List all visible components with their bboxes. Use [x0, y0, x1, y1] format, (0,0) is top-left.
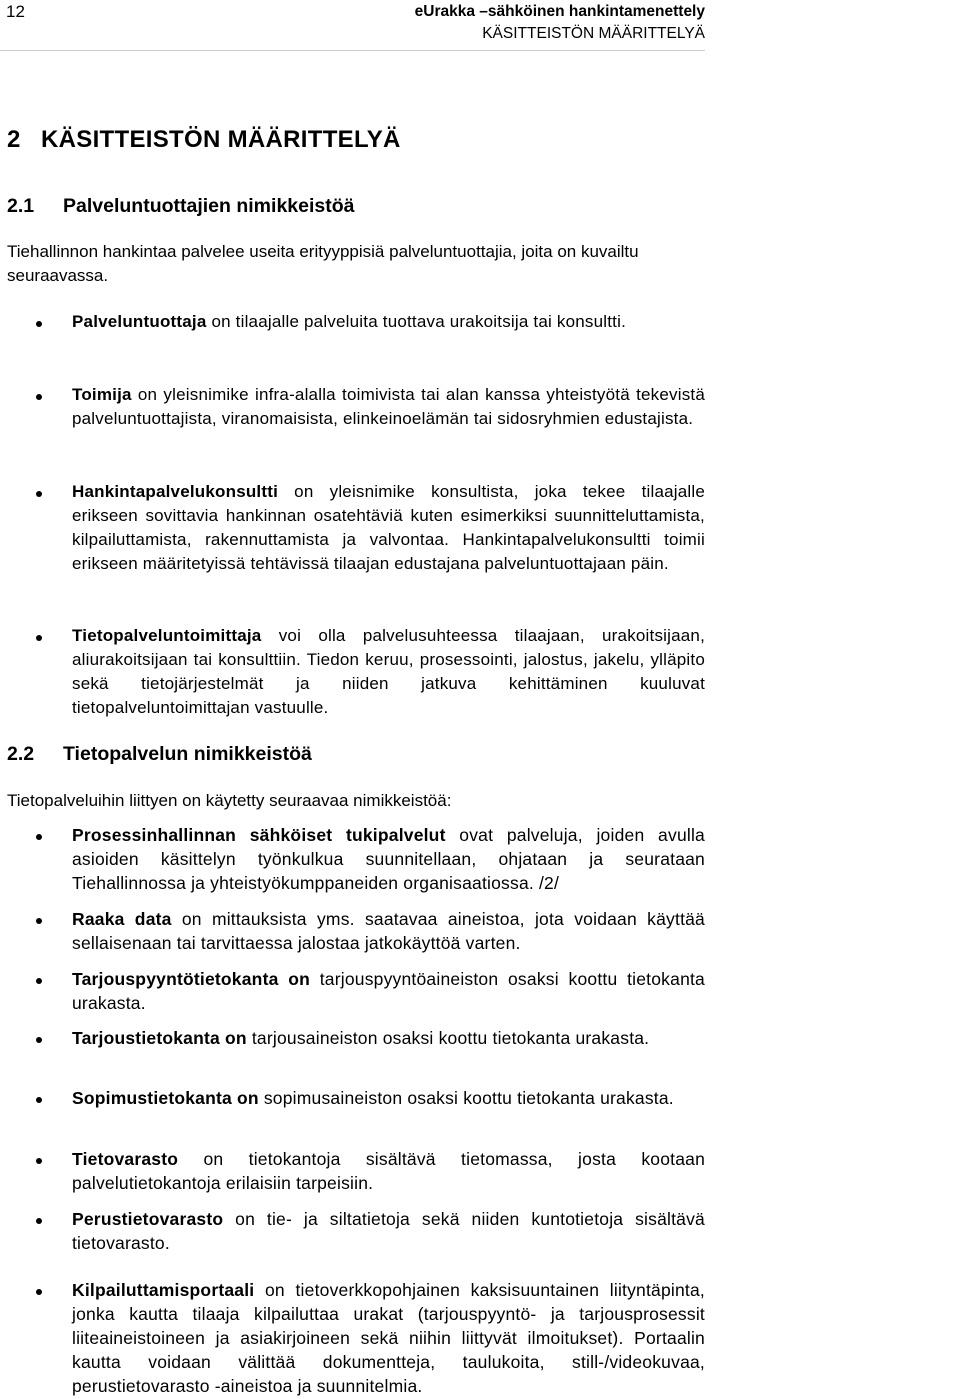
page-number: 12	[6, 2, 25, 21]
definition-text: Prosessinhallinnan sähköiset tukipalvelut ovat palveluja, joiden avulla asioiden käsittelyn työnkulkua suunnitellaan, ohjataan ja seurataan Tiehallinnossa ja yhteistyökumppaneiden organisaatiossa. /2/	[72, 825, 705, 894]
definition-text: Perustietovarasto on tie- ja siltatietoja sekä niiden kuntotietoja sisältävä tietovarasto.	[72, 1209, 705, 1254]
definition-term: Tietopalveluntoimittaja	[72, 626, 262, 645]
definition-text: Kilpailuttamisportaali on tietoverkkopohjainen kaksisuuntainen liityntäpinta, jonka kautta tilaaja kilpailuttaa urakat (tarjouspyyntö- ja tarjousprosessit liiteaineistoineen ja asiakirjoineen sekä niihin liittyvät ilmoitukset). Portaalin kautta voidaan välittää dokumentteja, taulukoita, still-/videokuvaa, perustietovarasto -aineistoa ja suunnitelmia.	[72, 1280, 705, 1397]
definition-text: Raaka data on mittauksista yms. saatavaa aineistoa, jota voidaan käyttää sellaisenaan tai tarvittaessa jalostaa jatkokäyttöä varten.	[72, 909, 705, 954]
section-heading-2-2	[7, 743, 312, 766]
bullet-icon	[36, 1158, 42, 1164]
definition-term: Toimija	[72, 385, 132, 404]
definition-text: Toimija on yleisnimike infra-alalla toimivista tai alan kanssa yhteistyötä tekevistä palveluntuottajista, viranomaisista, elinkeinoelämän tai sidosryhmien edustajista.	[72, 385, 705, 429]
definition-term: Prosessinhallinnan sähköiset tukipalvelut	[72, 825, 446, 845]
definition-term: Tarjouspyyntötietokanta on	[72, 969, 311, 989]
bullet-icon	[36, 491, 42, 497]
bullet-icon	[36, 1097, 42, 1103]
document-title-rest: –sähköinen hankintamenettely	[475, 3, 705, 20]
definition-text: Tietopalveluntoimittaja voi olla palvelusuhteessa tilaajaan, urakoitsijaan, aliurakoitsijaan tai konsulttiin. Tiedon keruu, prosessointi, jalostus, jakelu, ylläpito sekä tietojärjestelmät ja niiden jatkuva kehittäminen kuuluvat tietopalveluntoimittajan vastuulle.	[72, 626, 705, 718]
definition-term: Palveluntuottaja	[72, 312, 207, 331]
chapter-title: KÄSITTEISTÖN MÄÄRITTELYÄ	[41, 126, 401, 153]
section-intro: Tietopalveluihin liittyen on käytetty seuraavaa nimikkeistöä:	[7, 791, 452, 810]
definition-term: Sopimustietokanta on	[72, 1088, 259, 1108]
running-section-title: KÄSITTEISTÖN MÄÄRITTELYÄ	[482, 25, 705, 42]
section-number: 2.1	[7, 195, 35, 217]
section-number: 2.2	[7, 743, 35, 765]
bullet-icon	[36, 978, 42, 984]
chapter-number: 2	[7, 126, 21, 153]
definition-text: Palveluntuottaja on tilaajalle palveluita tuottava urakoitsija tai konsultti.	[72, 312, 627, 331]
bullet-icon	[36, 834, 42, 840]
definition-text: Tarjoustietokanta on tarjousaineiston osaksi koottu tietokanta urakasta.	[72, 1028, 650, 1048]
page-header	[0, 0, 960, 52]
document-title-brand: eUrakka	[414, 3, 475, 20]
bullet-icon	[36, 1037, 42, 1043]
definition-term: Tietovarasto	[72, 1149, 179, 1169]
header-divider	[0, 50, 705, 51]
bullet-icon	[36, 635, 42, 641]
definition-text: Sopimustietokanta on sopimusaineiston osaksi koottu tietokanta urakasta.	[72, 1088, 674, 1108]
chapter-heading	[7, 126, 401, 154]
definition-term: Tarjoustietokanta on	[72, 1028, 247, 1048]
bullet-icon	[36, 1218, 42, 1224]
definition-term: Hankintapalvelukonsultti	[72, 482, 279, 501]
definition-text: Tarjouspyyntötietokanta on tarjouspyyntöaineiston osaksi koottu tietokanta urakasta.	[72, 969, 705, 1014]
bullet-icon	[36, 394, 42, 400]
bullet-icon	[36, 918, 42, 924]
definition-term: Raaka data	[72, 909, 172, 929]
bullet-icon	[36, 1289, 42, 1295]
definition-term: Kilpailuttamisportaali	[72, 1280, 255, 1300]
definition-text: Hankintapalvelukonsultti on yleisnimike konsultista, joka tekee tilaajalle erikseen sovittavia hankinnan osatehtäviä kuten esimerkiksi suunnitteluttamista, kilpailuttamista, rakennuttamista ja valvontaa. Hankintapalvelukonsultti toimii erikseen määritetyissä tehtävissä tilaajan edustajana palveluntuottajaan päin.	[72, 482, 705, 574]
section-intro: Tiehallinnon hankintaa palvelee useita erityyppisiä palveluntuottajia, joita on kuvailtu seuraavassa.	[7, 242, 639, 285]
bullet-icon	[36, 321, 42, 327]
definition-text: Tietovarasto on tietokantoja sisältävä tietomassa, josta kootaan palvelutietokantoja erilaisiin tarpeisiin.	[72, 1149, 705, 1194]
section-heading-2-1	[7, 195, 355, 218]
section-title: Palveluntuottajien nimikkeistöä	[63, 195, 355, 217]
definition-term: Perustietovarasto	[72, 1209, 224, 1229]
section-title: Tietopalvelun nimikkeistöä	[63, 743, 312, 765]
running-header	[345, 1, 705, 45]
